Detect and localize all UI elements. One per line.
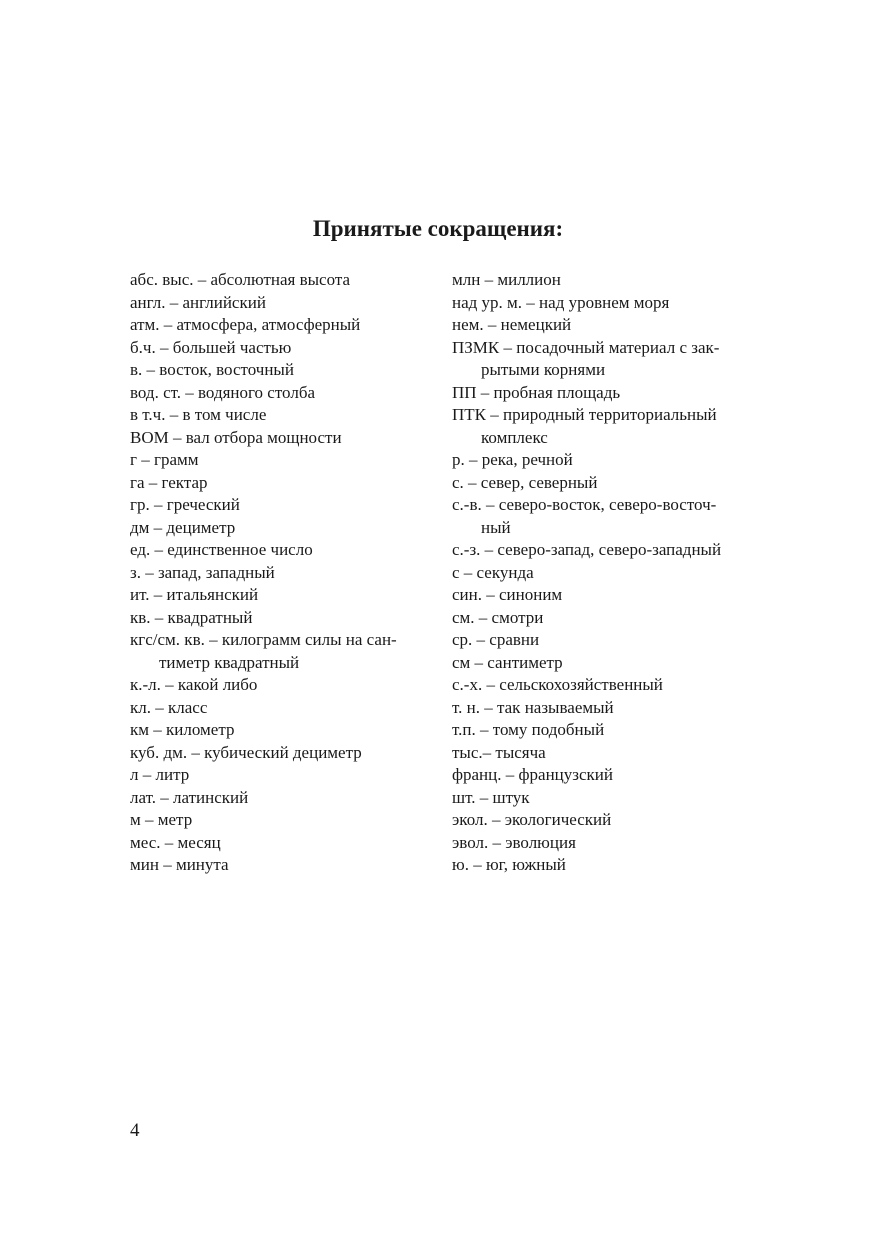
abbreviation-line: син. – синоним xyxy=(452,585,563,604)
abbreviation-entry xyxy=(452,337,752,382)
abbreviations-right-column xyxy=(452,269,752,877)
abbreviation-line: к.-л. – какой либо xyxy=(130,675,258,694)
abbreviation-line: шт. – штук xyxy=(452,787,530,807)
abbreviation-line: куб. дм. – кубический дециметр xyxy=(130,742,362,762)
abbreviation-entry xyxy=(130,269,430,292)
abbreviation-entry xyxy=(452,674,752,697)
abbreviation-entry xyxy=(130,314,430,337)
abbreviation-entry xyxy=(130,742,430,765)
abbreviation-entry xyxy=(452,449,752,472)
abbreviation-line: ит. – итальянский xyxy=(130,585,259,604)
abbreviation-entry xyxy=(452,652,752,675)
abbreviation-entry xyxy=(130,427,430,450)
abbreviation-entry xyxy=(130,382,430,405)
abbreviation-line: эвол. – эволюция xyxy=(452,832,576,852)
abbreviation-entry xyxy=(452,562,752,585)
abbreviation-entry xyxy=(130,584,430,607)
abbreviation-entry xyxy=(130,539,430,562)
abbreviation-line: з. – запад, западный xyxy=(130,562,275,582)
abbreviation-continuation: тиметр квадратный xyxy=(159,652,300,672)
abbreviation-continuation: рытыми корнями xyxy=(481,360,606,379)
abbreviation-line: кв. – квадратный xyxy=(130,607,253,627)
abbreviation-entry xyxy=(452,584,752,607)
abbreviation-entry xyxy=(130,337,430,360)
abbreviation-entry xyxy=(452,629,752,652)
abbreviation-entry xyxy=(130,494,430,517)
abbreviation-entry xyxy=(452,292,752,315)
abbreviation-line: м – метр xyxy=(130,810,193,829)
abbreviation-entry xyxy=(130,697,430,720)
abbreviation-entry xyxy=(130,764,430,787)
abbreviation-line: ю. – юг, южный xyxy=(452,855,566,874)
abbreviation-entry xyxy=(452,314,752,337)
abbreviation-line: вод. ст. – водяного столба xyxy=(130,382,316,402)
abbreviation-line: над ур. м. – над уровнем моря xyxy=(452,292,670,312)
abbreviation-line: га – гектар xyxy=(130,472,208,492)
abbreviation-entry xyxy=(452,269,752,292)
abbreviation-line: атм. – атмосфера, атмосферный xyxy=(130,315,361,334)
abbreviation-line: км – километр xyxy=(130,720,235,739)
abbreviation-line: т.п. – тому подобный xyxy=(452,720,605,739)
abbreviation-line: р. – река, речной xyxy=(452,450,573,469)
abbreviation-entry xyxy=(452,832,752,855)
abbreviation-line: гр. – греческий xyxy=(130,495,240,514)
abbreviation-line: англ. – английский xyxy=(130,292,266,312)
abbreviation-line: экол. – экологический xyxy=(452,810,612,829)
abbreviation-entry xyxy=(130,719,430,742)
abbreviation-line: т. н. – так называемый xyxy=(452,697,614,717)
abbreviation-entry xyxy=(130,832,430,855)
abbreviation-line: кл. – класс xyxy=(130,697,208,717)
abbreviation-entry xyxy=(452,854,752,877)
abbreviation-entry xyxy=(130,517,430,540)
abbreviation-line: б.ч. – большей частью xyxy=(130,337,292,357)
abbreviation-line: в т.ч. – в том числе xyxy=(130,405,267,424)
abbreviation-entry xyxy=(452,742,752,765)
abbreviation-line: с.-з. – северо-запад, северо-западный xyxy=(452,540,722,559)
abbreviation-line: мес. – месяц xyxy=(130,832,221,852)
abbreviation-line: дм – дециметр xyxy=(130,517,236,537)
abbreviation-line: франц. – французский xyxy=(452,765,613,784)
abbreviation-line: мин – минута xyxy=(130,855,229,874)
abbreviation-entry xyxy=(452,809,752,832)
abbreviation-entry xyxy=(130,404,430,427)
abbreviation-continuation: комплекс xyxy=(481,427,548,447)
abbreviation-entry xyxy=(130,854,430,877)
abbreviation-entry xyxy=(130,472,430,495)
abbreviation-entry xyxy=(130,674,430,697)
abbreviation-line: в. – восток, восточный xyxy=(130,360,294,379)
abbreviation-line: кгс/см. кв. – килограмм силы на сан- xyxy=(130,630,397,649)
abbreviation-line: ед. – единственное число xyxy=(130,540,313,559)
abbreviation-entry xyxy=(130,607,430,630)
abbreviation-line: ПТК – природный территориальный xyxy=(452,405,717,424)
abbreviation-entry xyxy=(452,697,752,720)
abbreviation-entry xyxy=(452,719,752,742)
abbreviation-entry xyxy=(130,787,430,810)
abbreviation-entry xyxy=(130,809,430,832)
abbreviation-entry xyxy=(452,607,752,630)
abbreviation-line: ПЗМК – посадочный материал с зак- xyxy=(452,337,720,357)
abbreviation-line: ПП – пробная площадь xyxy=(452,382,621,402)
abbreviation-entry xyxy=(130,359,430,382)
abbreviation-line: г – грамм xyxy=(130,450,199,469)
abbreviation-entry xyxy=(452,494,752,539)
abbreviation-line: млн – миллион xyxy=(452,270,561,289)
abbreviation-line: лат. – латинский xyxy=(130,787,249,807)
abbreviation-line: ср. – сравни xyxy=(452,630,540,649)
abbreviation-entry xyxy=(452,787,752,810)
abbreviation-continuation: ный xyxy=(481,517,511,537)
abbreviation-entry xyxy=(452,539,752,562)
abbreviation-line: с – секунда xyxy=(452,562,534,582)
abbreviation-entry xyxy=(130,292,430,315)
abbreviations-left-column xyxy=(130,269,430,877)
abbreviation-entry xyxy=(452,382,752,405)
abbreviation-entry xyxy=(130,449,430,472)
abbreviation-entry xyxy=(130,629,430,674)
abbreviation-line: с. – север, северный xyxy=(452,472,598,492)
abbreviation-line: нем. – немецкий xyxy=(452,315,572,334)
abbreviation-entry xyxy=(452,404,752,449)
abbreviation-entry xyxy=(130,562,430,585)
page-title: Принятые сокращения: xyxy=(312,216,564,241)
abbreviation-line: см. – смотри xyxy=(452,607,544,627)
abbreviation-line: тыс.– тысяча xyxy=(452,742,546,762)
abbreviation-line: с.-в. – северо-восток, северо-восточ- xyxy=(452,495,717,514)
abbreviation-line: ВОМ – вал отбора мощности xyxy=(130,427,342,447)
abbreviation-entry xyxy=(452,764,752,787)
abbreviation-line: с.-х. – сельскохозяйственный xyxy=(452,675,663,694)
page-number: 4 xyxy=(130,1120,140,1141)
abbreviation-line: абс. выс. – абсолютная высота xyxy=(130,270,351,289)
abbreviation-line: л – литр xyxy=(130,765,190,784)
abbreviation-entry xyxy=(452,472,752,495)
abbreviation-line: см – сантиметр xyxy=(452,652,563,672)
